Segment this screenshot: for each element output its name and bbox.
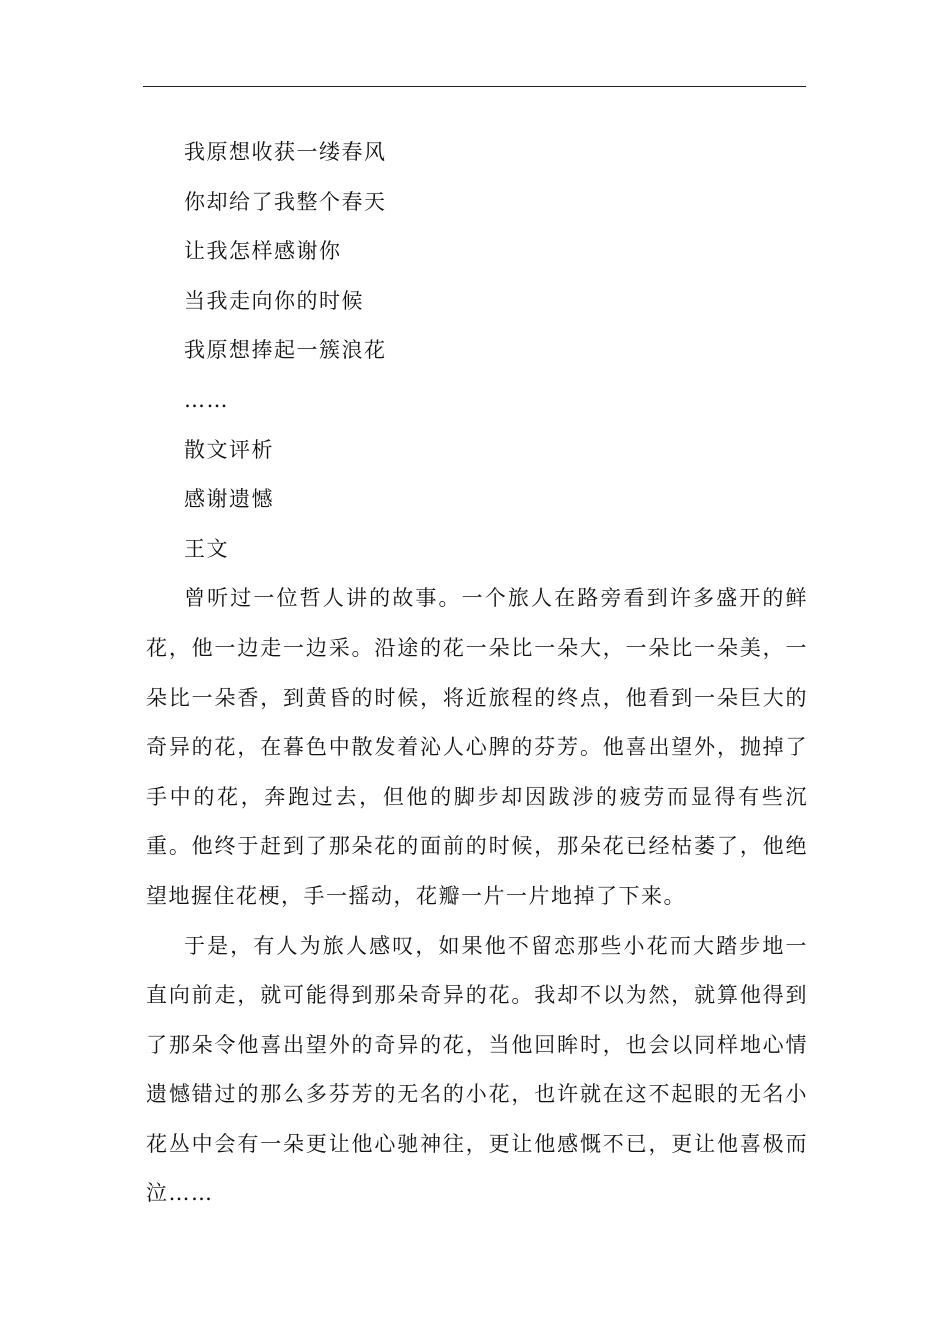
essay-title: 感谢遗憾 xyxy=(184,487,274,512)
essay-paragraph: 曾听过一位哲人讲的故事。一个旅人在路旁看到许多盛开的鲜花，他一边走一边采。沿途的花一朵比一朵大，一朵比一朵美，一朵比一朵香，到黄昏的时候，将近旅程的终点，他看到一朵巨大的奇异的花，在暮色中散发着沁人心脾的芬芳。他喜出望外，抛掉了手中的花，奔跑过去，但他的脚步却因跋涉的疲劳而显得有些沉重。他终于赶到了那朵花的面前的时候，那朵花已经枯萎了，他绝望地握住花梗，手一摇动，花瓣一片一片地掉了下来。 xyxy=(146,586,808,908)
poem-line: 当我走向你的时候 xyxy=(184,288,364,313)
essay-paragraph: 于是，有人为旅人感叹，如果他不留恋那些小花而大踏步地一直向前走，就可能得到那朵奇异的花。我却不以为然，就算他得到了那朵令他喜出望外的奇异的花，当他回眸时，也会以同样地心情遗憾错过的那么多芬芳的无名的小花，也许就在这不起眼的无名小花丛中会有一朵更让他心驰神往，更让他感慨不已，更让他喜极而泣…… xyxy=(146,933,808,1206)
poem-ellipsis: …… xyxy=(184,387,229,412)
poem-line: 我原想捧起一簇浪花 xyxy=(184,338,387,363)
section-label: 散文评析 xyxy=(184,437,274,462)
poem-line: 你却给了我整个春天 xyxy=(184,189,387,214)
header-rule xyxy=(143,86,806,87)
poem-line: 让我怎样感谢你 xyxy=(184,239,342,264)
poem-line: 我原想收获一缕春风 xyxy=(184,140,387,164)
essay-author: 王文 xyxy=(184,536,229,561)
document-body xyxy=(146,128,808,1219)
